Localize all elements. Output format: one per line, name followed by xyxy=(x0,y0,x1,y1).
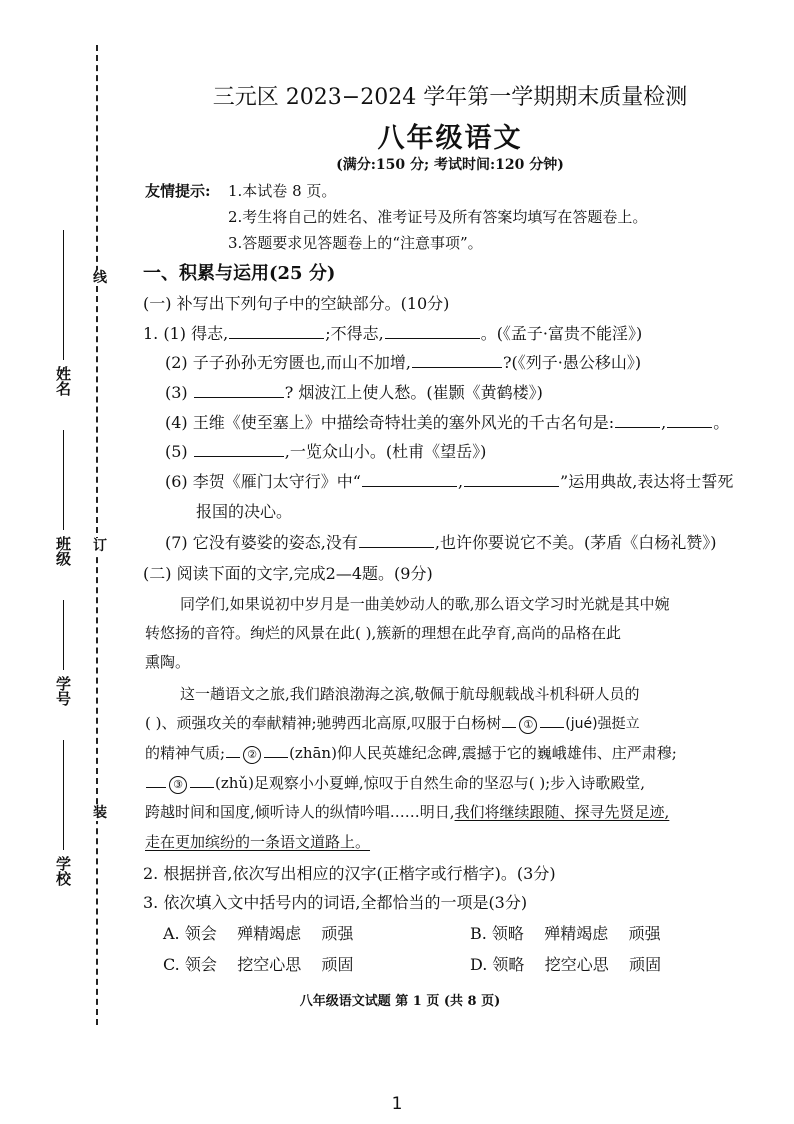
q1-6-text-a: 李贺《雁门太守行》中“ xyxy=(192,472,361,491)
option-d: D. 领略 挖空心思 顽固 xyxy=(470,955,662,974)
question-1-2 xyxy=(165,350,641,373)
field-student-id-label: 学号 xyxy=(54,676,72,706)
binding-dashed-line xyxy=(96,45,98,1025)
notice-label: 友情提示: xyxy=(145,182,211,200)
pinyin-3: (zhǔ)足观察小小夏蝉,惊叹于自然生命的坚忍与( );步入诗歌殿堂, xyxy=(215,774,645,792)
q1-2-blank xyxy=(412,366,502,368)
pinyin-1: (jué)强挺立 xyxy=(565,716,640,732)
section-title: 一、积累与运用(25 分) xyxy=(143,263,336,284)
blank-3-tail xyxy=(190,786,214,788)
q1-5-blank xyxy=(194,455,284,457)
q1-4-blank-2 xyxy=(667,426,712,428)
blank-2-tail xyxy=(264,756,288,758)
q1-1-text-b: ;不得志, xyxy=(325,324,384,343)
field-student-id xyxy=(48,600,78,706)
field-class-label: 班级 xyxy=(54,536,72,566)
q1-2-text-a: 子子孙孙无穷匮也,而山不加增, xyxy=(192,353,411,372)
field-school xyxy=(48,740,78,886)
field-name xyxy=(48,230,78,396)
question-1-5 xyxy=(165,439,486,462)
q1-4-text-b: , xyxy=(661,413,667,432)
blank-marker-3: ③ xyxy=(169,776,187,794)
passage-p2-line5 xyxy=(145,801,669,822)
q1-5-text-b: ,一览众山小。(杜甫《望岳》) xyxy=(284,442,487,461)
subject-title: 八年级语文 xyxy=(377,123,523,154)
blank-1-lead xyxy=(502,726,516,728)
q1-5-number: (5) xyxy=(165,442,188,461)
field-school-line xyxy=(63,740,64,850)
question-2: 2. 根据拼音,依次写出相应的汉字(正楷字或行楷字)。(3分) xyxy=(143,864,556,883)
page-number: 1 xyxy=(391,1094,403,1114)
field-school-label: 学校 xyxy=(54,856,72,886)
q1-3-text-b: ? 烟波江上使人愁。(崔颢《黄鹤楼》) xyxy=(284,383,543,402)
q1-4-text-a: 王维《使至塞上》中描绘奇特壮美的塞外风光的千古名句是: xyxy=(192,413,615,432)
question-1-4 xyxy=(165,410,729,433)
q1-6-number: (6) xyxy=(165,472,188,491)
underlined-sentence-part2: 走在更加缤纷的一条语文道路上。 xyxy=(145,833,371,851)
q1-2-number: (2) xyxy=(165,353,188,372)
q1-7-blank xyxy=(359,546,434,548)
q1-4-text-c: 。 xyxy=(713,413,730,432)
page-footer: 八年级语文试题 第 1 页 (共 8 页) xyxy=(299,994,501,1009)
q1-6-text-b: , xyxy=(457,472,464,491)
q1-1-blank-2 xyxy=(385,337,480,339)
underlined-sentence-part1: 我们将继续跟随、探寻先贤足迹, xyxy=(454,803,670,821)
passage-p2-line2-text: ( )、顽强攻关的奉献精神;驰骋西北高原,叹服于白杨树 xyxy=(145,714,502,732)
question-3: 3. 依次填入文中括号内的词语,全都恰当的一项是(3分) xyxy=(143,893,528,912)
part2-title: (二) 阅读下面的文字,完成2—4题。(9分) xyxy=(143,564,433,583)
passage-p2-line2 xyxy=(145,712,640,734)
q1-2-text-b: ?(《列子·愚公移山》) xyxy=(502,353,642,372)
binding-mark-ding: 订 xyxy=(93,538,107,554)
question-1-6 xyxy=(165,469,733,492)
blank-marker-1: ① xyxy=(519,716,537,734)
field-student-id-line xyxy=(63,600,64,670)
binding-mark-zhuang: 装 xyxy=(93,805,107,821)
field-class-line xyxy=(63,430,64,530)
option-b: B. 领略 殚精竭虑 顽强 xyxy=(470,924,661,943)
q1-7-text-b: ,也许你要说它不美。(茅盾《白杨礼赞》) xyxy=(434,533,717,552)
q1-3-number: (3) xyxy=(165,383,188,402)
question-1-7 xyxy=(165,530,716,553)
passage-p2-line3 xyxy=(145,742,677,764)
exam-info: (满分:150 分; 考试时间:120 分钟) xyxy=(336,157,564,173)
q1-7-number: (7) xyxy=(165,533,188,552)
q1-6-blank-1 xyxy=(362,485,457,487)
passage-p2-line5-text: 跨越时间和国度,倾听诗人的纵情吟唱……明日, xyxy=(145,803,455,821)
q1-6-blank-2 xyxy=(464,485,559,487)
q1-3-blank xyxy=(194,396,284,398)
q1-6-text-c: ”运用典故,表达将士誓死 xyxy=(560,472,734,491)
field-name-label: 姓名 xyxy=(54,366,72,396)
q1-1-number: 1. (1) xyxy=(143,324,187,343)
exam-title: 三元区 2023−2024 学年第一学期期末质量检测 xyxy=(212,85,688,110)
q1-4-number: (4) xyxy=(165,413,188,432)
blank-1-tail xyxy=(540,726,564,728)
blank-2-lead xyxy=(226,756,240,758)
part1-title: (一) 补写出下列句子中的空缺部分。(10分) xyxy=(143,294,450,313)
passage-p1-line2: 转悠扬的音符。绚烂的风景在此( ),簇新的理想在此孕育,高尚的品格在此 xyxy=(145,624,622,642)
passage-p1-line3: 熏陶。 xyxy=(145,653,191,671)
question-1-3 xyxy=(165,380,543,403)
notice-item-2: 2.考生将自己的姓名、准考证号及所有答案均填写在答题卷上。 xyxy=(228,208,648,226)
passage-p2-line4 xyxy=(145,772,645,794)
field-class xyxy=(48,430,78,566)
question-1-1 xyxy=(143,321,642,344)
option-a: A. 领会 殚精竭虑 顽强 xyxy=(163,924,354,943)
q1-1-blank-1 xyxy=(229,337,324,339)
notice-item-1: 1.本试卷 8 页。 xyxy=(228,182,337,200)
pinyin-2: (zhān)仰人民英雄纪念碑,震撼于它的巍峨雄伟、庄严肃穆; xyxy=(289,744,677,762)
q1-4-blank-1 xyxy=(615,426,660,428)
blank-3-lead xyxy=(146,786,166,788)
option-c: C. 领会 挖空心思 顽固 xyxy=(163,955,354,974)
blank-marker-2: ② xyxy=(243,746,261,764)
passage-p2-line1: 这一趟语文之旅,我们踏浪渤海之滨,敬佩于航母舰载战斗机科研人员的 xyxy=(180,685,640,703)
q1-1-text-c: 。(《孟子·富贵不能淫》) xyxy=(480,324,643,343)
binding-mark-xian: 线 xyxy=(93,270,107,286)
passage-p2-line3-text: 的精神气质; xyxy=(145,744,226,762)
passage-p1-line1: 同学们,如果说初中岁月是一曲美妙动人的歌,那么语文学习时光就是其中婉 xyxy=(180,595,670,613)
question-1-6-cont: 报国的决心。 xyxy=(196,502,293,521)
q1-7-text-a: 它没有婆娑的姿态,没有 xyxy=(192,533,358,552)
field-name-line xyxy=(63,230,64,360)
q1-1-text-a: 得志, xyxy=(191,324,229,343)
notice-item-3: 3.答题要求见答题卷上的“注意事项”。 xyxy=(228,234,483,252)
